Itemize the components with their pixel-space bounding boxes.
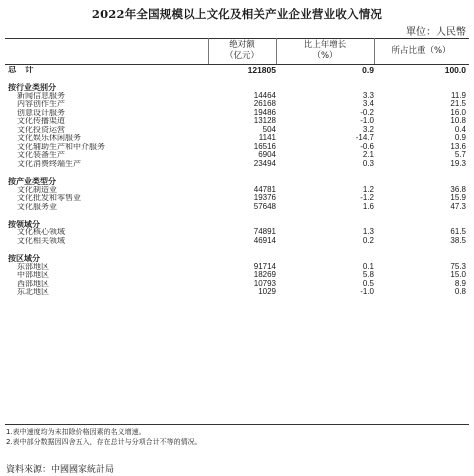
table-row: [8, 194, 466, 203]
row-growth: -1.0: [360, 288, 374, 297]
row-value: 504: [262, 125, 276, 134]
row-name: 文化装备生产: [17, 151, 65, 160]
note-1: 1.表中速度均为未扣除价格因素的名义增速。: [6, 428, 146, 436]
row-name: 文化投资运营: [17, 125, 65, 134]
section-header-row: [8, 220, 466, 229]
table-row: [8, 143, 466, 152]
spacer-cell: [8, 75, 466, 84]
table-row: [8, 228, 466, 237]
row-growth: 1.6: [362, 202, 374, 211]
spacer-row: [8, 245, 466, 254]
row-share: 8.9: [454, 279, 466, 288]
row-share: 0.4: [454, 125, 466, 134]
spacer-cell: [8, 211, 466, 220]
total-row: [8, 66, 466, 75]
row-value: 14464: [253, 91, 276, 100]
header-growth-line2: （%）: [312, 51, 338, 61]
row-name: 文化辅助生产和中介服务: [17, 142, 105, 151]
table-bottom-rule: [5, 424, 469, 425]
header-growth: [276, 40, 374, 62]
income-table: [8, 66, 466, 297]
row-share: [374, 254, 466, 263]
row-share: [374, 220, 466, 229]
table-row: [8, 134, 466, 143]
row-name: 文化批发和零售业: [17, 194, 81, 203]
table-row: [8, 151, 466, 160]
row-share: [374, 83, 466, 92]
row-name: 西部地区: [17, 279, 49, 288]
row-value: [208, 220, 276, 229]
header-value: [208, 40, 276, 62]
row-name: 总 计: [8, 66, 34, 75]
row-share: 11.9: [451, 91, 466, 100]
row-value: 19376: [253, 194, 276, 203]
note-2: 2.表中部分数据因四舍五入，存在总计与分项合计不等的情况。: [6, 437, 202, 446]
row-name: 新闻信息服务: [17, 91, 65, 100]
row-name: 文化消费终端生产: [17, 160, 81, 169]
row-share: 36.8: [450, 185, 466, 194]
header-growth-line1: 比上年增长: [303, 40, 347, 50]
row-name: 文化传播渠道: [17, 117, 65, 126]
row-name: 内容创作生产: [17, 100, 65, 109]
row-name: 东北地区: [17, 288, 49, 297]
row-share: 10.8: [450, 117, 466, 126]
row-share: 47.3: [450, 202, 466, 211]
source-credit: 資料來源：中國國家統計局: [6, 465, 115, 475]
spacer-cell: [8, 169, 466, 178]
income-table-body: [8, 66, 466, 297]
section-header-row: [8, 83, 466, 92]
spacer-row: [8, 169, 466, 178]
spacer-row: [8, 75, 466, 84]
spacer-row: [8, 211, 466, 220]
table-row: [8, 160, 466, 169]
row-share: [374, 177, 466, 186]
header-share: 所占比重（%）: [391, 46, 451, 56]
row-name: 文化服务业: [17, 202, 57, 211]
row-name: 创意设计服务: [17, 108, 65, 117]
row-value: [208, 177, 276, 186]
row-name: 文化相关领域: [17, 236, 65, 245]
table-row: [8, 186, 466, 195]
row-share: 19.3: [450, 160, 466, 169]
row-value: 26168: [253, 100, 276, 109]
row-name: 文化核心领域: [17, 228, 65, 237]
row-value: [208, 254, 276, 263]
row-name: 按区域分: [8, 254, 40, 263]
row-value: 74891: [253, 228, 276, 237]
row-growth: -1.0: [360, 117, 374, 126]
table-row: [8, 237, 466, 246]
header-value-line1: 绝对额: [229, 40, 255, 50]
row-growth: -14.7: [355, 134, 374, 143]
row-share: 38.5: [450, 236, 466, 245]
row-value: 10793: [253, 279, 276, 288]
row-growth: 3.3: [362, 91, 374, 100]
row-growth: [276, 220, 374, 229]
table-title: 2022年全国规模以上文化及相关产业企业营业收入情况: [91, 7, 383, 21]
table-row: [8, 271, 466, 280]
row-growth: 2.1: [362, 151, 374, 160]
row-share: 100.0: [444, 66, 466, 75]
row-name: 文化制造业: [17, 185, 57, 194]
row-value: 46914: [253, 236, 276, 245]
row-value: 121805: [247, 66, 276, 75]
row-growth: 0.2: [362, 236, 374, 245]
row-growth: 3.4: [362, 100, 374, 109]
row-growth: [276, 254, 374, 263]
row-growth: [276, 83, 374, 92]
row-name: 东部地区: [17, 262, 49, 271]
row-share: 0.9: [454, 134, 466, 143]
row-value: 6904: [258, 151, 276, 160]
table-row: [8, 203, 466, 212]
header-value-line2: （亿元）: [224, 51, 259, 61]
row-value: 18269: [253, 271, 276, 280]
row-share: 15.0: [450, 271, 466, 280]
row-growth: [276, 177, 374, 186]
row-share: 0.8: [454, 288, 466, 297]
header-bottom-rule: [5, 64, 469, 65]
row-name: 文化娱乐休闲服务: [17, 134, 81, 143]
section-header-row: [8, 254, 466, 263]
row-growth: 3.2: [362, 125, 374, 134]
row-name: 按行业类别分: [8, 83, 56, 92]
row-growth: 0.3: [362, 160, 374, 169]
row-name: 按领域分: [8, 219, 40, 229]
row-growth: 0.1: [362, 262, 374, 271]
table-row: [8, 92, 466, 101]
row-growth: 0.5: [362, 279, 374, 288]
table-row: [8, 288, 466, 297]
table-row: [8, 117, 466, 126]
row-growth: 1.2: [362, 185, 374, 194]
row-value: 44781: [253, 185, 276, 194]
row-value: 13128: [253, 117, 276, 126]
row-growth: 0.9: [362, 66, 374, 75]
section-header-row: [8, 177, 466, 186]
row-growth: -0.2: [360, 108, 374, 117]
table-row: [8, 100, 466, 109]
header-top-rule: [5, 38, 469, 39]
row-share: 61.5: [450, 228, 466, 237]
row-value: 91714: [253, 262, 276, 271]
table-row: [8, 126, 466, 135]
row-name: 按产业类型分: [8, 177, 56, 186]
table-row: [8, 263, 466, 272]
table-row: [8, 280, 466, 289]
notes: [6, 428, 202, 447]
row-value: 1029: [258, 288, 276, 297]
row-share: 16.0: [450, 108, 466, 117]
row-value: 57648: [253, 202, 276, 211]
row-share: 5.7: [454, 151, 466, 160]
row-value: 16516: [253, 142, 276, 151]
spacer-cell: [8, 245, 466, 254]
unit-label: 單位：人民幣: [406, 27, 466, 38]
row-growth: 1.3: [362, 228, 374, 237]
row-growth: 5.8: [362, 271, 374, 280]
row-share: 13.6: [450, 142, 466, 151]
row-share: 15.9: [450, 194, 466, 203]
row-value: 23494: [253, 160, 276, 169]
row-name: 中部地区: [17, 271, 49, 280]
row-share: 21.5: [450, 100, 466, 109]
row-value: [208, 83, 276, 92]
table-row: [8, 109, 466, 118]
row-value: 1141: [258, 134, 276, 143]
row-growth: -1.2: [360, 194, 374, 203]
row-value: 19486: [253, 108, 276, 117]
row-share: 75.3: [450, 262, 466, 271]
row-growth: -0.6: [360, 142, 374, 151]
